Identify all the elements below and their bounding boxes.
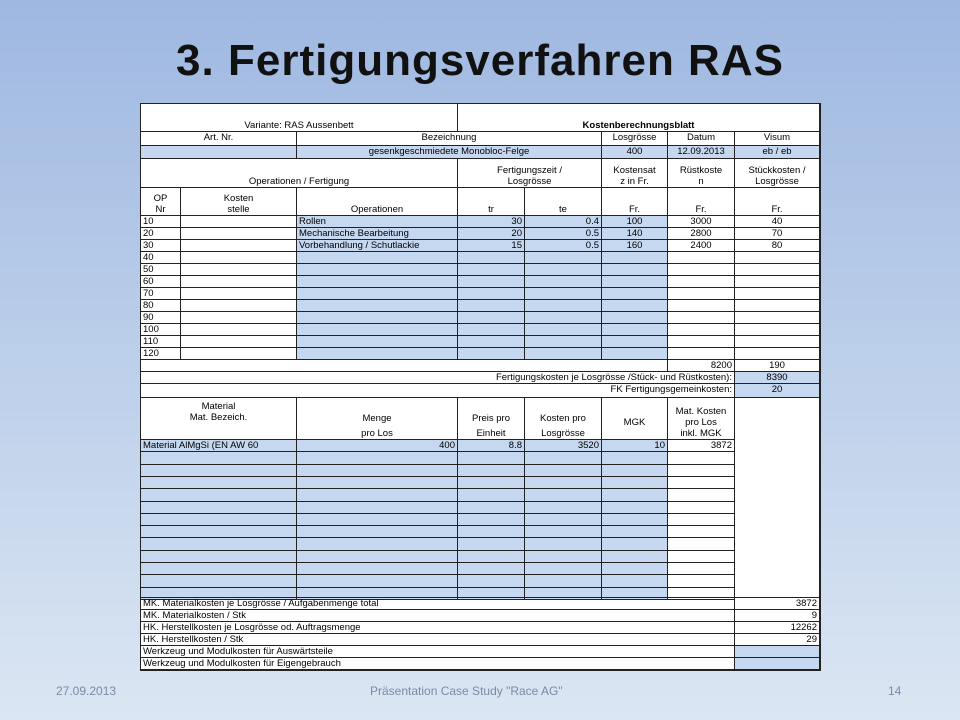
matkosten-cell [668, 477, 735, 489]
mgk-cell[interactable] [602, 538, 668, 551]
tr-cell[interactable]: 30 [458, 216, 525, 228]
menge-cell[interactable] [297, 452, 458, 465]
kostenstelle-cell[interactable] [181, 324, 297, 336]
fertigungszeit-header [458, 159, 602, 188]
material-name-cell[interactable] [141, 502, 297, 514]
mgk-cell[interactable] [602, 551, 668, 563]
fertigungskosten-label: Fertigungskosten je Losgrösse /Stück- und Rüstkosten): [141, 372, 735, 384]
ruestkosten-header [668, 159, 735, 188]
ruestkosten-cell [668, 264, 735, 276]
kostenberechnungsblatt-cell: Kostenberechnungsblatt [458, 104, 820, 132]
mgk-cell[interactable] [602, 575, 668, 588]
kostensatz-cell[interactable] [602, 300, 668, 312]
ruestkosten-cell [668, 324, 735, 336]
op-nr-header [141, 188, 181, 216]
kostenstelle-cell[interactable] [181, 252, 297, 264]
visum-value[interactable]: eb / eb [735, 146, 820, 159]
preis-cell[interactable] [458, 502, 525, 514]
kostensatz-cell[interactable]: 100 [602, 216, 668, 228]
summary-label: HK. Herstellkosten / Stk [141, 634, 735, 646]
summary-value[interactable] [735, 658, 820, 670]
ruest-total-cell: 8200 [668, 360, 735, 372]
matkosten-line3: inkl. MGK [680, 428, 722, 439]
tr-header: tr [458, 188, 525, 216]
matkosten-cell [668, 538, 735, 551]
te-cell[interactable] [525, 276, 602, 288]
kosten-pro-cell[interactable] [525, 514, 602, 526]
mgk-cell[interactable] [602, 477, 668, 489]
cost-calculation-sheet [140, 103, 821, 671]
kostensatz-cell[interactable] [602, 348, 668, 360]
matkosten-cell [668, 465, 735, 477]
op-nr-cell: 120 [141, 348, 181, 360]
tr-cell[interactable] [458, 252, 525, 264]
operation-name-cell[interactable] [297, 276, 458, 288]
kostensatz-line1: Kostensat [613, 165, 656, 176]
te-cell[interactable] [525, 264, 602, 276]
kostenstelle-cell[interactable] [181, 276, 297, 288]
ruestkosten-cell [668, 288, 735, 300]
kostensatz-cell[interactable] [602, 288, 668, 300]
preis-cell[interactable] [458, 477, 525, 489]
te-cell[interactable]: 0.5 [525, 228, 602, 240]
mgk-cell[interactable] [602, 514, 668, 526]
ruestkosten-line2: n [698, 176, 704, 187]
stueckkosten-cell [735, 264, 820, 276]
kostensatz-cell[interactable] [602, 312, 668, 324]
operation-name-cell[interactable] [297, 300, 458, 312]
preis-cell[interactable] [458, 551, 525, 563]
summary-value: 3872 [735, 598, 820, 610]
kostenstelle-cell[interactable] [181, 336, 297, 348]
operationen-fertigung-header: Operationen / Fertigung [141, 159, 458, 188]
footer-date: 27.09.2013 [56, 684, 117, 698]
tr-cell[interactable]: 15 [458, 240, 525, 252]
matkosten-cell [668, 551, 735, 563]
preis-header [458, 398, 525, 440]
losgroesse-header: Losgrösse [602, 132, 668, 146]
material-line1: Material [201, 401, 236, 412]
op-nr-cell: 10 [141, 216, 181, 228]
operation-name-cell[interactable] [297, 252, 458, 264]
kostensatz-cell[interactable] [602, 252, 668, 264]
stueckkosten-cell [735, 252, 820, 264]
te-cell[interactable] [525, 312, 602, 324]
preis-cell[interactable] [458, 465, 525, 477]
preis-cell[interactable] [458, 563, 525, 575]
matkosten-cell [668, 526, 735, 538]
material-name-cell[interactable] [141, 563, 297, 575]
menge-cell[interactable] [297, 489, 458, 502]
kostensatz-cell[interactable] [602, 324, 668, 336]
summary-label: Werkzeug und Modulkosten für Eigengebrauch [141, 658, 735, 670]
preis-cell[interactable] [458, 538, 525, 551]
kostenstelle-cell[interactable] [181, 216, 297, 228]
kosten-pro-cell[interactable] [525, 489, 602, 502]
menge-cell[interactable]: 400 [297, 440, 458, 452]
preis-cell[interactable] [458, 489, 525, 502]
kosten-pro-cell[interactable] [525, 452, 602, 465]
material-name-cell[interactable] [141, 551, 297, 563]
bezeichnung-value[interactable]: gesenkgeschmiedete Monobloc-Felge [297, 146, 602, 159]
matkosten-cell [668, 489, 735, 502]
menge-cell[interactable] [297, 465, 458, 477]
mgk-header [602, 398, 668, 440]
menge-cell[interactable] [297, 551, 458, 563]
op-line2: Nr [155, 204, 166, 215]
tr-cell[interactable] [458, 348, 525, 360]
mgk-cell[interactable] [602, 502, 668, 514]
fk-label: FK Fertigungsgemeinkosten: [141, 384, 735, 398]
kostenstelle-cell[interactable] [181, 264, 297, 276]
kosten-pro-cell[interactable] [525, 526, 602, 538]
te-header: te [525, 188, 602, 216]
matkosten-cell [668, 514, 735, 526]
ruestkosten-cell: 2400 [668, 240, 735, 252]
footer-center: Präsentation Case Study "Race AG" [370, 684, 563, 698]
kostenstelle-line1: Kosten [223, 193, 254, 204]
preis-line1: Preis pro [471, 413, 510, 424]
operation-name-cell[interactable]: Mechanische Bearbeitung [297, 228, 458, 240]
material-name-cell[interactable] [141, 489, 297, 502]
ruestkosten-cell [668, 252, 735, 264]
op-nr-cell: 20 [141, 228, 181, 240]
matkosten-cell: 3872 [668, 440, 735, 452]
tr-cell[interactable]: 20 [458, 228, 525, 240]
material-name-cell[interactable] [141, 526, 297, 538]
op-nr-cell: 110 [141, 336, 181, 348]
stueckkosten-cell [735, 288, 820, 300]
kosten-pro-header [525, 398, 602, 440]
kostenstelle-cell[interactable] [181, 228, 297, 240]
mgk-cell[interactable] [602, 465, 668, 477]
kostensatz-cell[interactable] [602, 264, 668, 276]
kosten-pro-cell[interactable] [525, 563, 602, 575]
variante-cell: Variante: RAS Aussenbett [141, 104, 458, 132]
menge-line2: pro Los [361, 428, 393, 439]
stueck-total-cell: 190 [735, 360, 820, 372]
operation-name-cell[interactable]: Vorbehandlung / Schutlackie [297, 240, 458, 252]
tr-cell[interactable] [458, 324, 525, 336]
stueckkosten-cell: 40 [735, 216, 820, 228]
stueckkosten-cell [735, 312, 820, 324]
kostensatz-line2: z in Fr. [620, 176, 649, 187]
artnr-header: Art. Nr. [141, 132, 297, 146]
stueckkosten-line1: Stückkosten / [748, 165, 806, 176]
material-header [141, 398, 297, 440]
artnr-value[interactable] [141, 146, 297, 159]
stueckkosten-header [735, 159, 820, 188]
preis-cell[interactable] [458, 526, 525, 538]
mgk-cell[interactable] [602, 452, 668, 465]
menge-cell[interactable] [297, 526, 458, 538]
menge-cell[interactable] [297, 502, 458, 514]
tr-cell[interactable] [458, 288, 525, 300]
operationen-header: Operationen [297, 188, 458, 216]
kostenstelle-header [181, 188, 297, 216]
ruestkosten-line1: Rüstkoste [679, 165, 723, 176]
ruestkosten-cell [668, 276, 735, 288]
menge-line1: Menge [362, 413, 392, 424]
kostensatz-cell[interactable]: 160 [602, 240, 668, 252]
te-cell[interactable] [525, 300, 602, 312]
te-cell[interactable] [525, 324, 602, 336]
tr-cell[interactable] [458, 336, 525, 348]
menge-cell[interactable] [297, 538, 458, 551]
matkosten-line1: Mat. Kosten [675, 406, 727, 417]
kostensatz-cell[interactable]: 140 [602, 228, 668, 240]
material-right-block [735, 398, 820, 598]
te-cell[interactable]: 0.5 [525, 240, 602, 252]
op-line1: OP [153, 193, 168, 204]
preis-cell[interactable] [458, 514, 525, 526]
matkosten-cell [668, 502, 735, 514]
ruestkosten-cell [668, 312, 735, 324]
stueckkosten-cell: 80 [735, 240, 820, 252]
te-cell[interactable] [525, 336, 602, 348]
kosten-pro-line2: Losgrösse [541, 428, 585, 439]
material-name-cell[interactable] [141, 452, 297, 465]
stueckkosten-cell [735, 336, 820, 348]
ruestkosten-cell [668, 300, 735, 312]
fk-value[interactable]: 20 [735, 384, 820, 398]
tr-cell[interactable] [458, 300, 525, 312]
fertigungszeit-line1: Fertigungszeit / [497, 165, 562, 176]
kostenstelle-cell[interactable] [181, 300, 297, 312]
stueckkosten-cell [735, 324, 820, 336]
kostensatz-header [602, 159, 668, 188]
ruestkosten-unit-header: Fr. [668, 188, 735, 216]
summary-value: 9 [735, 610, 820, 622]
preis-cell[interactable] [458, 452, 525, 465]
fertigungskosten-value[interactable]: 8390 [735, 372, 820, 384]
material-name-cell[interactable] [141, 575, 297, 588]
stueckkosten-cell [735, 276, 820, 288]
summary-label: Werkzeug und Modulkosten für Auswärtsteile [141, 646, 735, 658]
kostensatz-cell[interactable] [602, 276, 668, 288]
stueckkosten-cell: 70 [735, 228, 820, 240]
kosten-pro-cell[interactable] [525, 502, 602, 514]
mgk-cell[interactable] [602, 563, 668, 575]
operation-name-cell[interactable] [297, 336, 458, 348]
stueckkosten-unit-header: Fr. [735, 188, 820, 216]
operation-name-cell[interactable] [297, 324, 458, 336]
op-nr-cell: 30 [141, 240, 181, 252]
te-cell[interactable] [525, 348, 602, 360]
kosten-pro-cell[interactable] [525, 477, 602, 489]
te-cell[interactable] [525, 252, 602, 264]
ops-totals-spacer [141, 360, 668, 372]
op-nr-cell: 100 [141, 324, 181, 336]
bezeichnung-header: Bezeichnung [297, 132, 602, 146]
tr-cell[interactable] [458, 312, 525, 324]
summary-label: MK. Materialkosten je Losgrösse / Aufgabenmenge total [141, 598, 735, 610]
summary-value[interactable] [735, 646, 820, 658]
footer-page-number: 14 [888, 684, 902, 698]
mgk-line: MGK [623, 417, 646, 428]
kosten-pro-cell[interactable] [525, 551, 602, 563]
stueckkosten-line2: Losgrösse [755, 176, 799, 187]
summary-value: 12262 [735, 622, 820, 634]
matkosten-cell [668, 563, 735, 575]
menge-cell[interactable] [297, 514, 458, 526]
matkosten-cell [668, 452, 735, 465]
te-cell[interactable] [525, 288, 602, 300]
kostenstelle-line2: stelle [227, 204, 250, 215]
stueckkosten-cell [735, 348, 820, 360]
summary-label: MK. Materialkosten / Stk [141, 610, 735, 622]
kostensatz-unit-header: Fr. [602, 188, 668, 216]
matkosten-header [668, 398, 735, 440]
fertigungszeit-line2: Losgrösse [507, 176, 552, 187]
summary-value: 29 [735, 634, 820, 646]
datum-value[interactable]: 12.09.2013 [668, 146, 735, 159]
op-nr-cell: 80 [141, 300, 181, 312]
visum-header: Visum [735, 132, 820, 146]
menge-cell[interactable] [297, 575, 458, 588]
menge-cell[interactable] [297, 477, 458, 489]
summary-label: HK. Herstellkosten je Losgrösse od. Auftragsmenge [141, 622, 735, 634]
kosten-pro-cell[interactable] [525, 465, 602, 477]
menge-cell[interactable] [297, 563, 458, 575]
material-name-cell[interactable] [141, 538, 297, 551]
preis-cell[interactable] [458, 575, 525, 588]
preis-cell[interactable]: 8.8 [458, 440, 525, 452]
losgroesse-value[interactable]: 400 [602, 146, 668, 159]
ruestkosten-cell [668, 348, 735, 360]
ruestkosten-cell [668, 336, 735, 348]
operation-name-cell[interactable] [297, 264, 458, 276]
matkosten-line2: pro Los [685, 417, 717, 428]
operation-name-cell[interactable] [297, 312, 458, 324]
matkosten-cell [668, 575, 735, 588]
material-name-cell[interactable]: Material AlMgSi (EN AW 60 [141, 440, 297, 452]
kosten-pro-cell[interactable] [525, 538, 602, 551]
material-name-cell[interactable] [141, 465, 297, 477]
operation-name-cell[interactable]: Rollen [297, 216, 458, 228]
op-nr-cell: 70 [141, 288, 181, 300]
te-cell[interactable]: 0.4 [525, 216, 602, 228]
material-name-cell[interactable] [141, 514, 297, 526]
op-nr-cell: 50 [141, 264, 181, 276]
mgk-cell[interactable] [602, 489, 668, 502]
op-nr-cell: 60 [141, 276, 181, 288]
ruestkosten-cell: 2800 [668, 228, 735, 240]
material-line2: Mat. Bezeich. [189, 412, 248, 423]
kostenstelle-cell[interactable] [181, 348, 297, 360]
kostensatz-cell[interactable] [602, 336, 668, 348]
mgk-cell[interactable]: 10 [602, 440, 668, 452]
tr-cell[interactable] [458, 276, 525, 288]
operation-name-cell[interactable] [297, 348, 458, 360]
kosten-pro-cell[interactable]: 3520 [525, 440, 602, 452]
operation-name-cell[interactable] [297, 288, 458, 300]
slide-title: 3. Fertigungsverfahren RAS [176, 36, 784, 85]
stueckkosten-cell [735, 300, 820, 312]
mgk-cell[interactable] [602, 526, 668, 538]
menge-header [297, 398, 458, 440]
kostenstelle-cell[interactable] [181, 312, 297, 324]
kosten-pro-cell[interactable] [525, 575, 602, 588]
op-nr-cell: 40 [141, 252, 181, 264]
kostenstelle-cell[interactable] [181, 240, 297, 252]
ruestkosten-cell: 3000 [668, 216, 735, 228]
material-name-cell[interactable] [141, 477, 297, 489]
kostenstelle-cell[interactable] [181, 288, 297, 300]
preis-line2: Einheit [476, 428, 506, 439]
tr-cell[interactable] [458, 264, 525, 276]
op-nr-cell: 90 [141, 312, 181, 324]
kosten-pro-line1: Kosten pro [540, 413, 586, 424]
datum-header: Datum [668, 132, 735, 146]
